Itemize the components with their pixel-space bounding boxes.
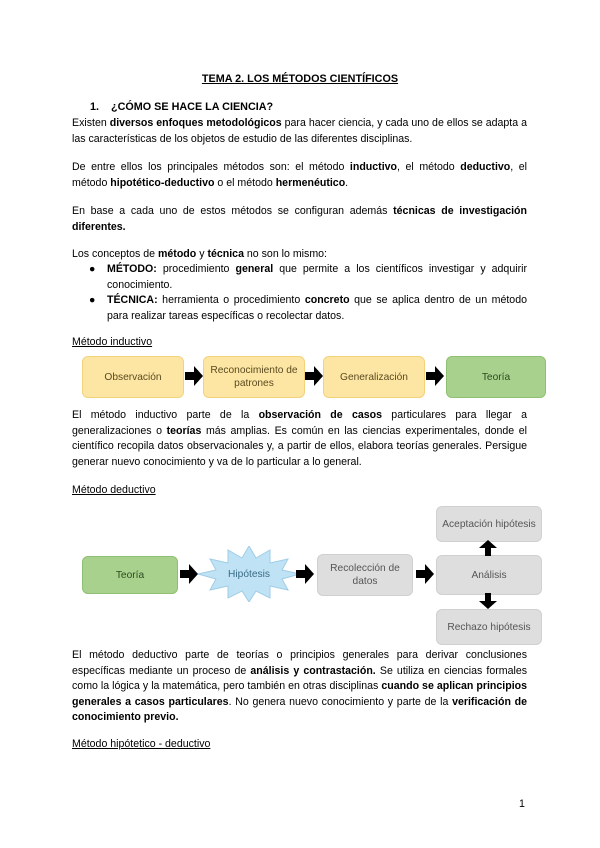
arrow-right-icon [180, 564, 198, 584]
bullet-list [72, 262, 527, 324]
step-observacion: Observación [82, 356, 184, 398]
text-run: El método inductivo parte de la [72, 409, 259, 421]
text-bold: general [235, 263, 274, 275]
text-run: . [345, 176, 349, 189]
page-number: 1 [519, 798, 525, 810]
text-run: El método deductivo parte de teorías o principios generales para derivar conclusiones específicas mediante un proceso de [72, 649, 527, 677]
text-run: De entre ellos los principales métodos son: el método [72, 161, 350, 173]
text-run: para hacer ciencia, y cada uno de ellos se adapta a las características de los objetos de estudio de las diferentes disciplinas. [72, 117, 527, 145]
text-run: no son lo mismo: [243, 248, 327, 260]
text-run: y [196, 248, 208, 260]
arrow-right-icon [296, 564, 314, 584]
inductive-heading: Método inductivo [72, 336, 153, 348]
text-bold: verificación de conocimiento previo. [72, 695, 528, 723]
text-bold: método [158, 248, 197, 260]
text-run: que se aplica dentro de un método para realizar tareas específicas o recolectar datos. [107, 294, 527, 322]
text-bold: cuando se aplican principios generales a casos particulares [72, 680, 528, 708]
step-patrones: Reconocimiento de patrones [203, 356, 305, 398]
arrow-right-icon [426, 366, 444, 386]
text-bold: TÉCNICA: [107, 294, 158, 306]
text-bold: hermenéutico [275, 176, 346, 189]
arrow-right-icon [305, 366, 323, 386]
text-run: En base a cada uno de estos métodos se configuran además [72, 205, 394, 217]
text-bold: análisis y contrastación. [250, 664, 376, 677]
text-run: Se utiliza en ciencias formales como la lógica y la matemática, pero también en otras disciplinas [72, 664, 528, 692]
paragraph-tecnicas [72, 204, 527, 235]
text-bold: inductivo [349, 161, 398, 173]
text-run: herramienta o procedimiento [157, 294, 305, 306]
section-heading-text: ¿CÓMO SE HACE LA CIENCIA? [111, 101, 274, 113]
bullet-icon: ● [89, 263, 96, 275]
section-number: 1. [90, 101, 100, 113]
text-run: o el método [214, 176, 276, 189]
text-bold: observación de casos [258, 409, 382, 421]
step-generalizacion: Generalización [323, 356, 425, 398]
arrow-right-icon [185, 366, 203, 386]
step-teoria: Teoría [446, 356, 546, 398]
list-item [72, 293, 527, 324]
text-bold: concreto [304, 294, 350, 306]
text-bold: deductivo [460, 161, 511, 173]
text-run: . No genera nuevo conocimiento y parte de la [228, 695, 453, 708]
hypothetico-heading: Método hipótetico - deductivo [72, 738, 211, 750]
text-run: más amplias. Es común en las ciencias experimentales, donde el científico recopila datos observacionales y, a partir de ellos, elabora teorías generales. Persigue generar nuevo conocimiento y va de lo particular a lo general. [72, 424, 527, 468]
step-teoria-deductivo: Teoría [82, 556, 178, 594]
section-heading [90, 101, 273, 113]
text-run: que permite a los científicos investigar y adquirir conocimiento. [107, 263, 527, 291]
text-bold: teorías [166, 424, 202, 437]
text-bold: técnicas de investigación diferentes. [72, 205, 527, 233]
step-aceptacion: Aceptación hipótesis [436, 506, 542, 542]
deductive-heading: Método deductivo [72, 484, 156, 496]
step-analisis: Análisis [436, 555, 542, 595]
step-rechazo: Rechazo hipótesis [436, 609, 542, 645]
text-run: procedimiento [156, 263, 236, 275]
text-run: Los conceptos de [72, 248, 158, 260]
paragraph-enfoques [72, 116, 527, 147]
step-hipotesis: Hipótesis [228, 568, 270, 580]
text-bold: MÉTODO: [107, 263, 157, 275]
arrow-down-icon [479, 593, 497, 609]
text-run: , el método [72, 161, 527, 189]
arrow-up-icon [479, 540, 497, 556]
paragraph-conceptos [72, 247, 527, 263]
list-item [72, 262, 527, 293]
text-bold: hipotético-deductivo [110, 176, 215, 189]
paragraph-metodos [72, 160, 527, 191]
text-run: , el método [397, 161, 461, 173]
arrow-right-icon [416, 564, 434, 584]
text-bold: técnica [207, 248, 244, 260]
paragraph-inductivo [72, 408, 527, 470]
text-run: Existen [72, 117, 110, 129]
paragraph-deductivo [72, 648, 527, 726]
text-bold: diversos enfoques metodológicos [109, 117, 282, 129]
bullet-icon: ● [89, 294, 96, 306]
step-recoleccion: Recolección de datos [317, 554, 413, 596]
document-title: TEMA 2. LOS MÉTODOS CIENTÍFICOS [201, 73, 399, 85]
text-run: particulares para llegar a generalizaciones o [72, 409, 527, 437]
